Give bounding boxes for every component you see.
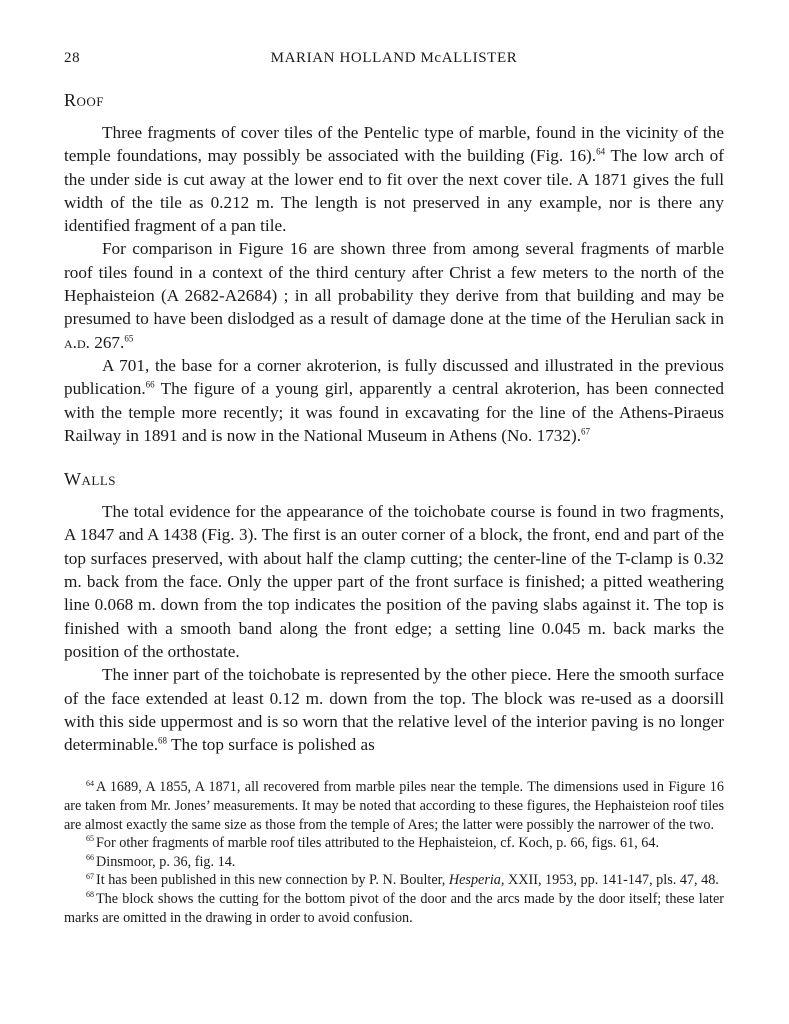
- paragraph-text: The figure of a young girl, apparently a central akroterion, has been connected with the temple more recently; it was found in excavating for the line of the Athens-Piraeus Railway in 1891 and is now in the National Museum in Athens (No. 1732).: [64, 379, 724, 445]
- paragraph: [64, 121, 724, 237]
- paragraph-text: The top surface is polished as: [167, 735, 375, 755]
- footnote-text: A 1689, A 1855, A 1871, all recovered from marble piles near the temple. The dimensions used in Figure 16 are taken from Mr. Jones’ measurements. It may be noted that according to these figures, the Hephaisteion roof tiles are almost exactly the same size as those from the temple of Ares; the latter were possibly the narrower of the two.: [64, 779, 724, 833]
- footnotes: [64, 778, 724, 927]
- footnote-number: 65: [86, 834, 94, 844]
- paragraph-text: The inner part of the toichobate is represented by the other piece. Here the smooth surface of the face extended at least 0.12 m. down from the top. The block was re-used as a doorsill with this side uppermost and is so worn that the relative level of the interior paving is no longer determinable.: [64, 665, 724, 755]
- paragraph: The total evidence for the appearance of the toichobate course is found in two fragments, A 1847 and A 1438 (Fig. 3). The first is an outer corner of a block, the front, end and part of the top surfaces preserved, with about half the clamp cutting; the center-line of the T-clamp is 0.32 m. back from the face. Only the upper part of the front surface is finished; a pitted weathering line 0.068 m. down from the top indicates the position of the paving slabs against it. The top is finished with a smooth band along the front edge; a setting line 0.045 m. back marks the position of the orthostate.: [64, 502, 724, 661]
- footnote-text: It has been published in this new connection by P. N. Boulter,: [96, 872, 449, 889]
- footnote-number: 66: [86, 853, 94, 863]
- paragraph-text: 267.: [89, 332, 125, 352]
- paragraph-text: For comparison in Figure 16 are shown three from among several fragments of marble roof tiles found in a context of the third century after Christ a few meters to the north of the Hephaisteion (A 2682-A2684) ; in all probability they derive from that building and may be presumed to have been dislodged as a result of damage done at the time of the Herulian sack in: [64, 239, 724, 329]
- page-header: [64, 50, 724, 74]
- paragraph-text: Three fragments of cover tiles of the Pentelic type of marble, found in the vicinity of the temple foundations, may possibly be associated with the building (Fig. 16).: [64, 123, 724, 166]
- section-heading-roof: Roof: [64, 90, 105, 110]
- document-page: [64, 50, 724, 927]
- section-heading-walls: Walls: [64, 469, 116, 490]
- footnote-number: 67: [86, 871, 94, 881]
- running-title: MARIAN HOLLAND McALLISTER: [270, 50, 518, 66]
- footnote-text: For other fragments of marble roof tiles attributed to the Hephaisteion, cf. Koch, p. 66, figs. 61, 64.: [96, 835, 660, 852]
- footnote-text: The block shows the cutting for the bottom pivot of the door and the arcs made by the door itself; these later marks are omitted in the drawing in order to avoid confusion.: [64, 890, 724, 926]
- era-abbreviation: a.d.: [64, 332, 90, 352]
- paragraph-text: A 701, the base for a corner akroterion, is fully discussed and illustrated in the previous publication.: [64, 355, 724, 399]
- footnote-ref: 65: [124, 332, 134, 343]
- footnote-text: XXII, 1953, pp. 141-147, pls. 47, 48.: [504, 872, 719, 889]
- footnote: [64, 778, 724, 834]
- footnote-ref: 64: [596, 146, 606, 157]
- journal-title: Hesperia,: [448, 872, 505, 889]
- footnote-ref: 67: [581, 426, 591, 437]
- paragraph: [64, 663, 724, 756]
- paragraph: [64, 354, 724, 447]
- paragraph: [64, 237, 724, 353]
- footnote: [64, 834, 724, 853]
- footnote: [64, 871, 724, 890]
- footnote-number: 64: [86, 778, 94, 788]
- footnote-text: Dinsmoor, p. 36, fig. 14.: [96, 853, 236, 870]
- footnote: [64, 853, 724, 872]
- page-number: 28: [64, 50, 81, 66]
- footnote: [64, 890, 724, 927]
- paragraph-text: The low arch of the under side is cut away at the lower end to fit over the next cover tile. A 1871 gives the full width of the tile as 0.212 m. The length is not preserved in any example, nor is there any identified fragment of a pan tile.: [64, 146, 724, 236]
- footnote-ref: 68: [158, 735, 168, 746]
- footnote-number: 68: [86, 890, 94, 900]
- footnote-ref: 66: [145, 379, 155, 390]
